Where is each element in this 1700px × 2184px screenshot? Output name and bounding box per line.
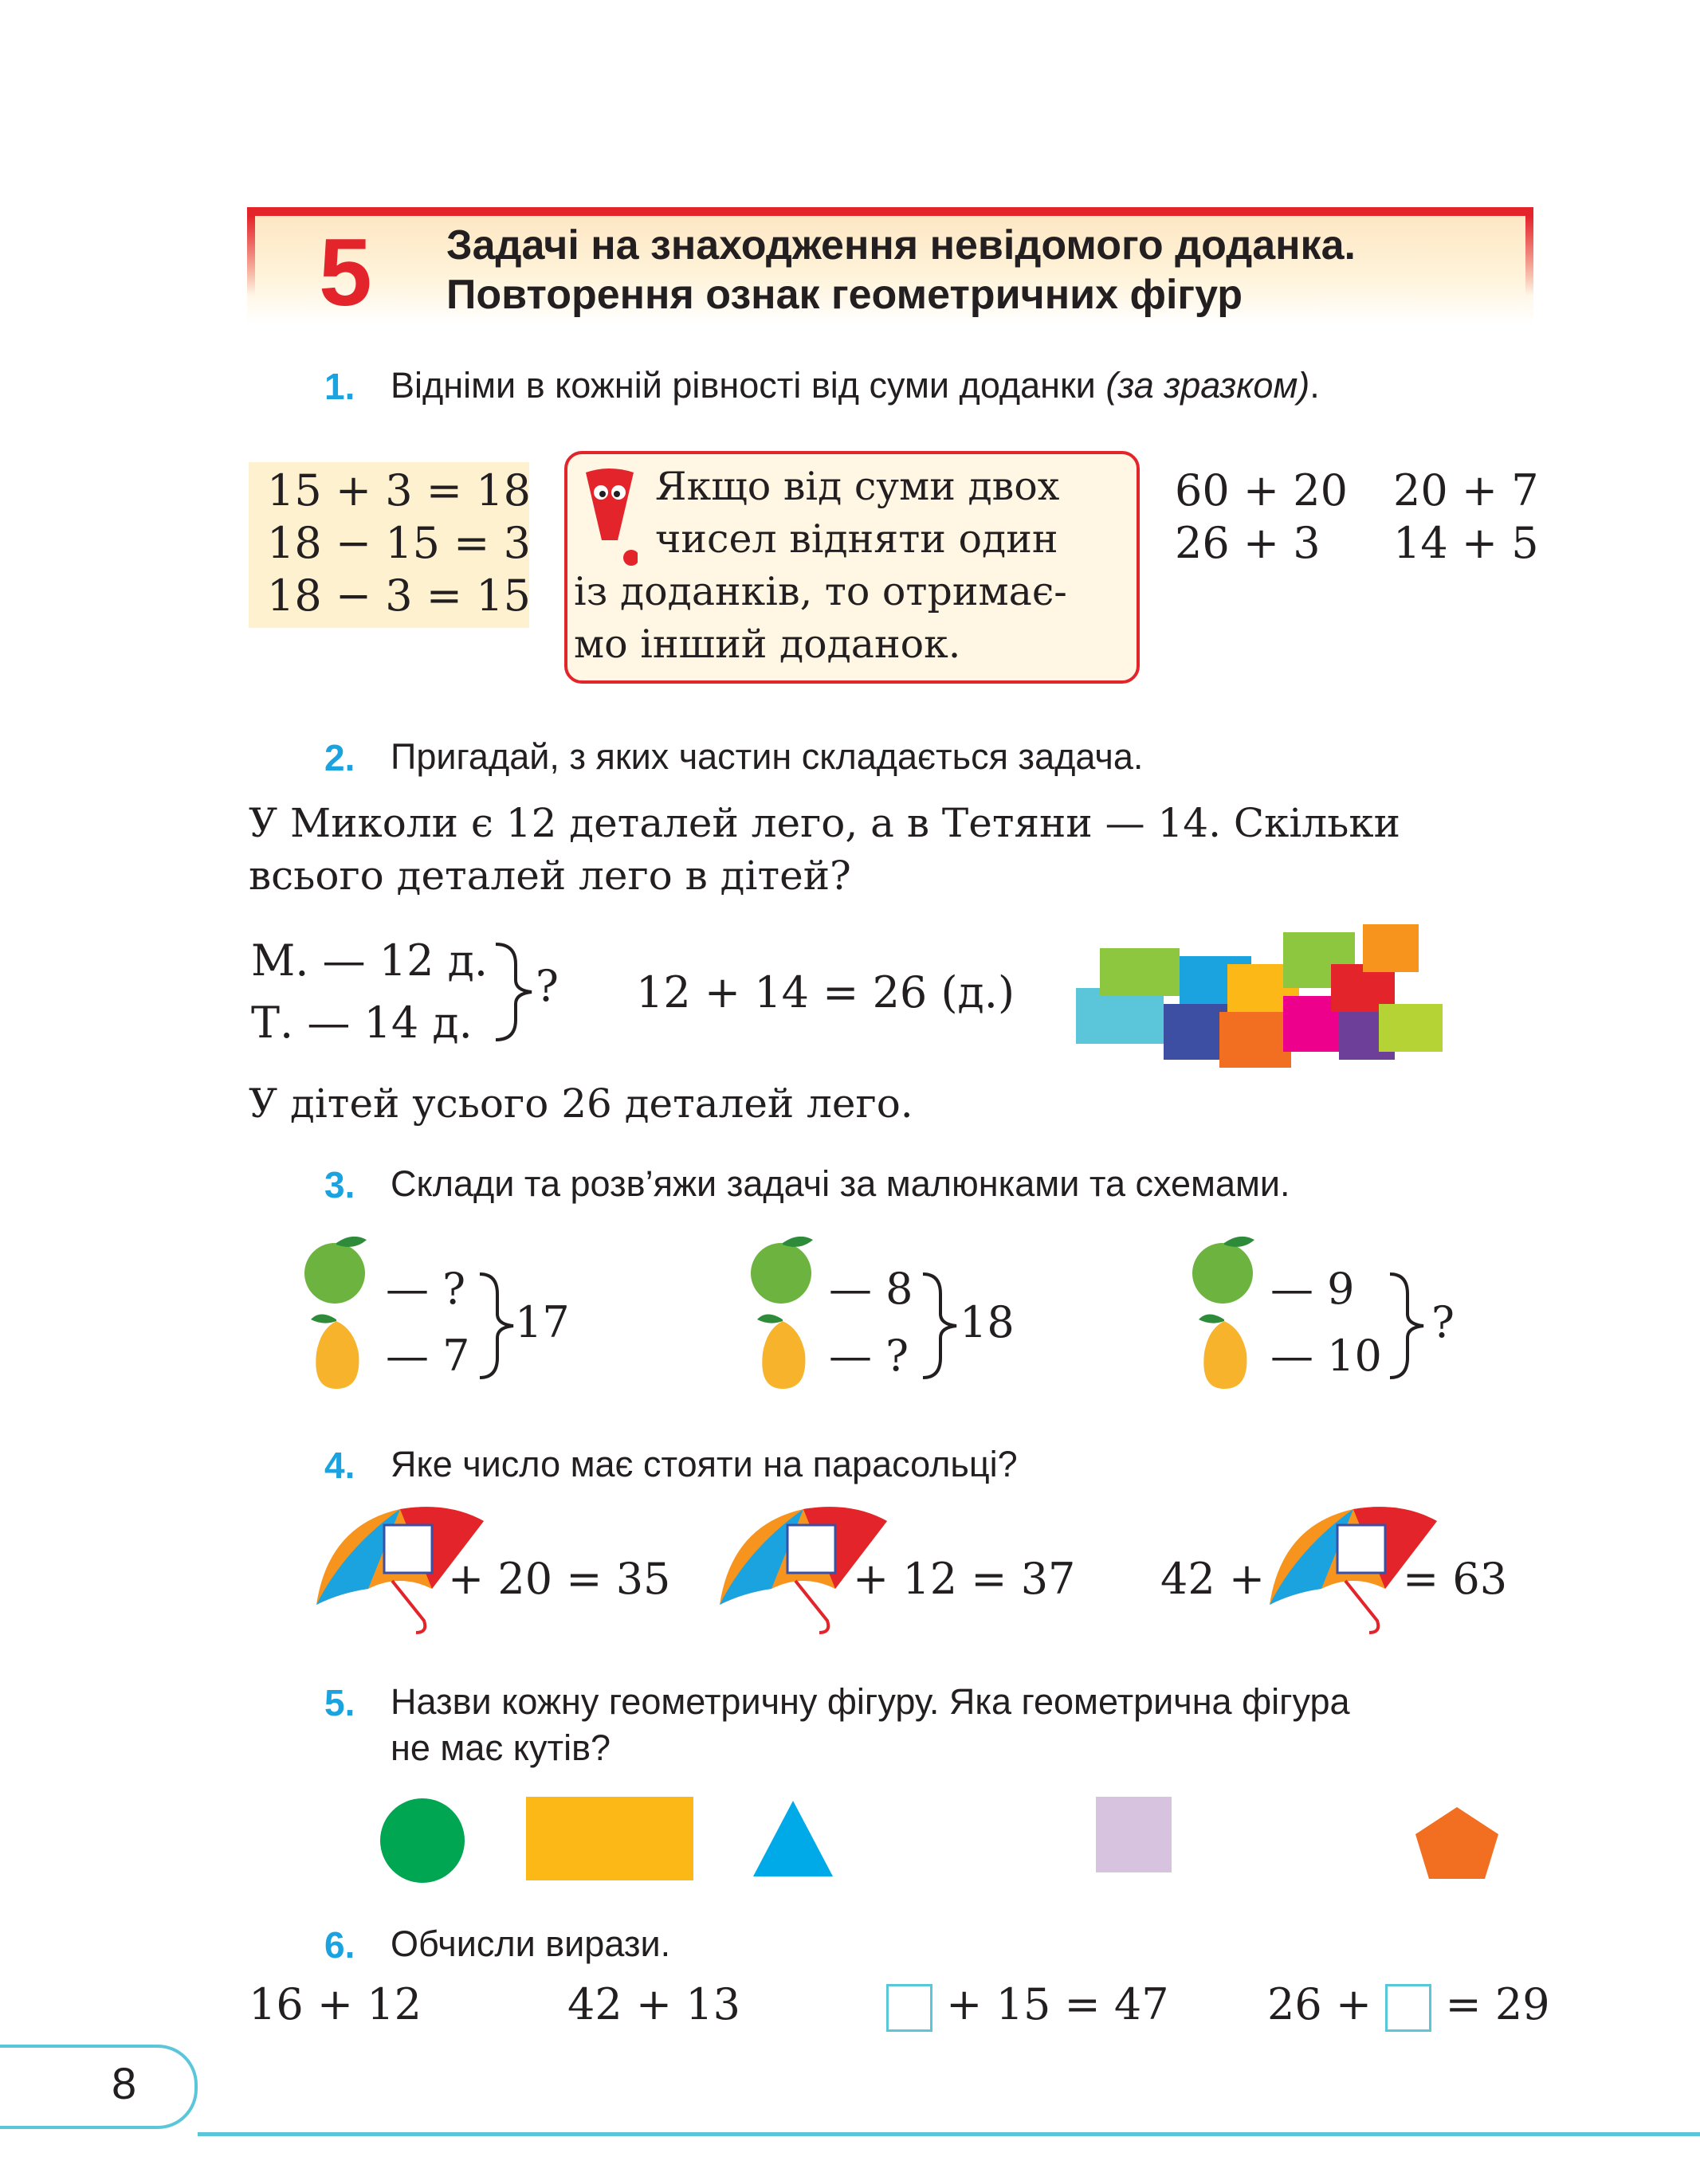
- rule-line-4: мо інший доданок.: [574, 621, 961, 667]
- scheme1-total: 17: [515, 1297, 570, 1347]
- task6-expr4: [1267, 1979, 1550, 2032]
- short-record-m: М. — 12 д.: [251, 935, 489, 986]
- scheme2-apple: — 8: [829, 1264, 913, 1314]
- task4-eq3-prefix: 42 +: [1160, 1554, 1266, 1604]
- task2-number: 2.: [324, 737, 355, 778]
- task5-text-line2: не має кутів?: [391, 1727, 611, 1768]
- sample-line-3: 18 − 3 = 15: [267, 571, 531, 621]
- task3-number: 3.: [324, 1164, 355, 1206]
- exercise-2: 26 + 3: [1175, 518, 1321, 568]
- geometric-shapes: [375, 1793, 1506, 1888]
- blue-triangle: [753, 1801, 833, 1876]
- apple-pear-icon: [296, 1233, 376, 1393]
- exercise-4: 14 + 5: [1393, 518, 1539, 568]
- task1-hint: (за зразком): [1105, 365, 1310, 406]
- task4-text: Яке число має стояти на парасольці?: [391, 1444, 1018, 1484]
- task4-eq3-rest: = 63: [1403, 1554, 1508, 1604]
- task1-instruction: [391, 365, 1320, 406]
- task6-expr3-rest: + 15 = 47: [946, 1979, 1169, 2029]
- task4-number: 4.: [324, 1445, 355, 1486]
- lilac-square: [1096, 1797, 1172, 1872]
- task4-eq2: + 12 = 37: [853, 1554, 1076, 1604]
- answer-box[interactable]: [886, 1984, 932, 2032]
- scheme3-pear: — 10: [1270, 1331, 1382, 1381]
- rule-line-3: із доданків, то отримає-: [574, 569, 1067, 614]
- lesson-number: 5: [319, 219, 372, 326]
- task6-expr3: [886, 1979, 1169, 2032]
- page-number: 8: [112, 2058, 137, 2108]
- task4-eq1: + 20 = 35: [448, 1554, 671, 1604]
- task2-problem-line1: У Миколи є 12 деталей лего, а в Тетяни — 14. Скільки: [249, 800, 1400, 846]
- scheme1-pear: — 7: [386, 1331, 470, 1381]
- green-circle: [380, 1798, 465, 1883]
- task2-solution: 12 + 14 = 26 (д.): [636, 967, 1015, 1018]
- rule-line-2: чисел відняти один: [655, 516, 1058, 562]
- task2-problem-line2: всього деталей лего в дітей?: [249, 853, 851, 899]
- task3-text: Склади та розв’яжи задачі за малюнками та схемами.: [391, 1163, 1290, 1204]
- task6-expr4-prefix: 26 +: [1267, 1979, 1372, 2029]
- exercise-1: 60 + 20: [1175, 465, 1349, 516]
- task5-number: 5.: [324, 1682, 355, 1723]
- scheme3-total: ?: [1431, 1297, 1455, 1347]
- rule-box: [564, 451, 1140, 684]
- scheme3-apple: — 9: [1270, 1264, 1355, 1314]
- scheme2-total: 18: [960, 1297, 1015, 1347]
- scheme1-apple: — ?: [386, 1264, 466, 1314]
- task1-text: Відніми в кожній рівності від суми доданки: [391, 365, 1096, 406]
- lesson-title-line2: Повторення ознак геометричних фігур: [446, 272, 1243, 318]
- sample-line-2: 18 − 15 = 3: [267, 518, 531, 568]
- rule-line-1: Якщо від суми двох: [655, 464, 1060, 509]
- lesson-title-line1: Задачі на знаходження невідомого доданка.: [446, 222, 1356, 269]
- task2-text: Пригадай, з яких частин складається задача.: [391, 736, 1144, 777]
- exclamation-icon: [582, 469, 638, 572]
- orange-pentagon: [1415, 1807, 1498, 1879]
- page-number-tab: [0, 2045, 198, 2129]
- task6-number: 6.: [324, 1924, 355, 1966]
- task1-number: 1.: [324, 366, 355, 407]
- task6-expr2: 42 + 13: [567, 1979, 741, 2029]
- exercise-3: 20 + 7: [1393, 465, 1539, 516]
- task1-period: .: [1309, 365, 1320, 406]
- task6-expr1: 16 + 12: [249, 1979, 422, 2029]
- apple-pear-icon: [743, 1233, 823, 1393]
- yellow-rectangle: [526, 1797, 693, 1880]
- answer-box[interactable]: [1385, 1984, 1431, 2032]
- task6-text: Обчисли вирази.: [391, 1923, 671, 1964]
- sample-line-1: 15 + 3 = 18: [267, 465, 531, 516]
- task5-text-line1: Назви кожну геометричну фігуру. Яка геометрична фігура: [391, 1681, 1350, 1722]
- scheme2-pear: — ?: [829, 1331, 909, 1381]
- apple-pear-icon: [1184, 1233, 1264, 1393]
- lego-bricks-image: [1068, 916, 1451, 1084]
- curly-brace-icon: [488, 940, 575, 1044]
- task6-expr4-rest: = 29: [1445, 1979, 1550, 2029]
- footer-line: [198, 2132, 1700, 2136]
- task2-answer: У дітей усього 26 деталей лего.: [249, 1080, 913, 1127]
- short-record-t: Т. — 14 д.: [251, 998, 473, 1048]
- short-record-question: ?: [536, 961, 559, 1011]
